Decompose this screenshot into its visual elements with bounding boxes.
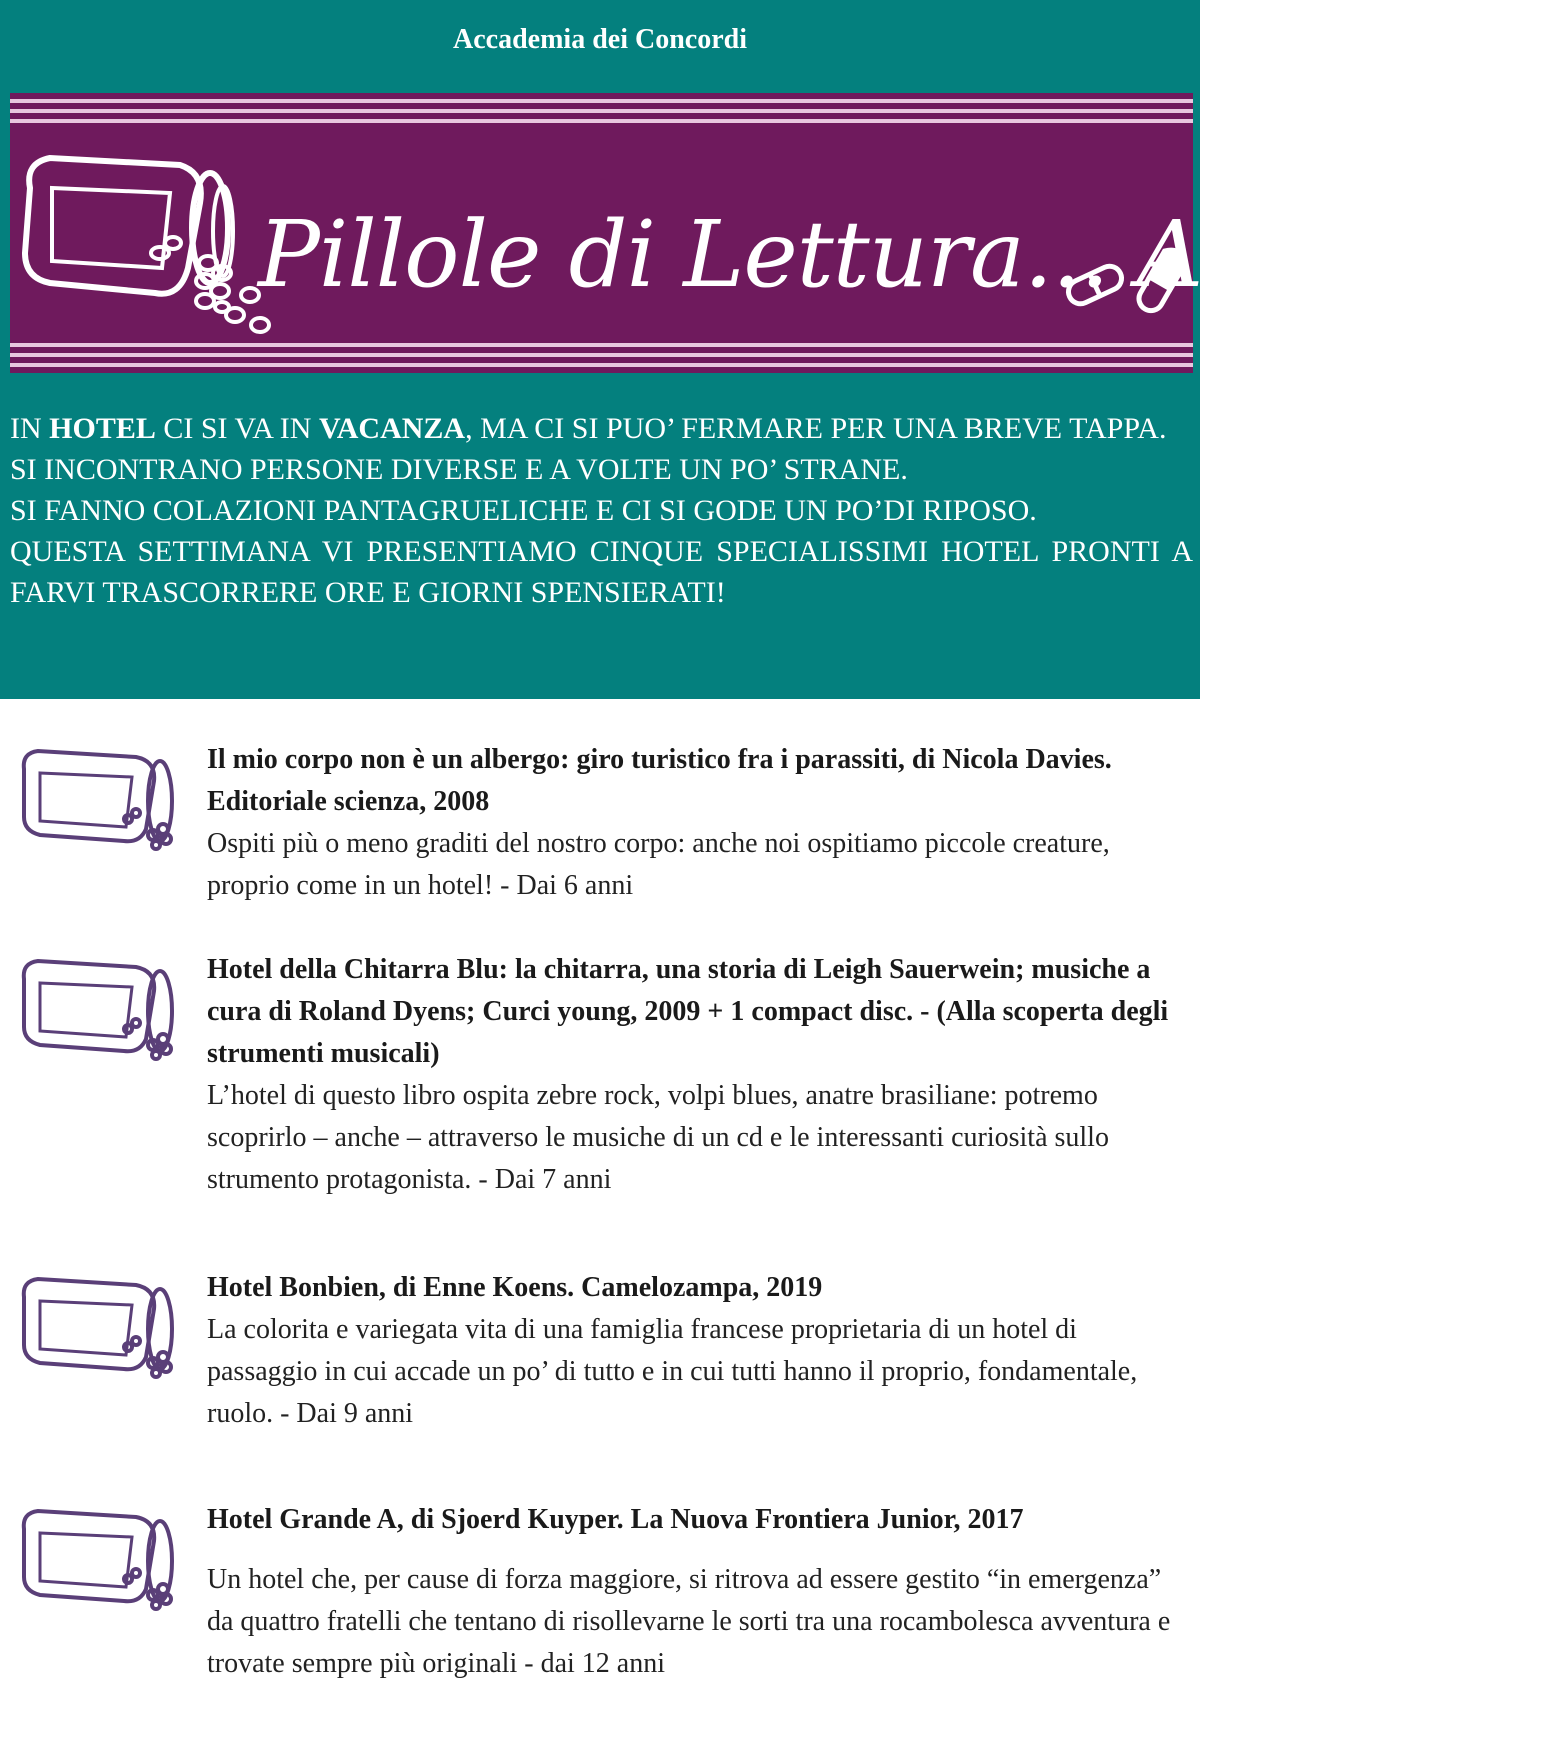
pills-icon — [151, 237, 269, 332]
book-title: Hotel Grande A, di Sjoerd Kuyper. La Nuova Frontiera Junior, 2017 — [207, 1504, 1024, 1535]
book-description: Un hotel che, per cause di forza maggiore, si ritrova ad essere gestito “in emergenza” da quattro fratelli che tentano di risollevarne le sorti tra una rocambolesca avventura e trovate sempre più originali - dai 12 anni — [207, 1564, 1171, 1679]
banner — [10, 93, 1552, 373]
book-text — [207, 1267, 1192, 1435]
pill-bottle-icon — [18, 1499, 173, 1609]
book-text — [207, 1499, 1192, 1685]
book-description: Ospiti più o meno graditi del nostro corpo: anche noi ospitiamo piccole creature, proprio come in un hotel! - Dai 6 anni — [207, 828, 1110, 901]
book-title: Hotel Bonbien, di Enne Koens. Camelozampa, 2019 — [207, 1272, 823, 1303]
header-section — [0, 0, 1552, 699]
book-description: L’hotel di questo libro ospita zebre rock, volpi blues, anatre brasiliane: potremo scoprirlo – anche – attraverso le musiche di un cd e le interessanti curiosità sullo strumento protagonista. - Dai 7 anni — [207, 1080, 1109, 1195]
organization-name: Accademia dei Concordi — [453, 24, 747, 55]
banner-title: Pillole di Lettura... Antivirus — [258, 201, 1552, 308]
book-text — [207, 739, 1192, 907]
intro-line-4: QUESTA SETTIMANA VI PRESENTIAMO CINQUE SPECIALISSIMI HOTEL PRONTI A FARVI TRASCORRERE ORE E GIORNI SPENSIERATI! — [10, 535, 1193, 609]
intro-text — [10, 408, 1193, 613]
pill-bottle-icon — [18, 949, 173, 1059]
book-title: Il mio corpo non è un albergo: giro turistico fra i parassiti, di Nicola Davies. Editoriale scienza, 2008 — [207, 744, 1112, 817]
intro-line-3: SI FANNO COLAZIONI PANTAGRUELICHE E CI SI GODE UN PO’DI RIPOSO. — [10, 494, 1037, 527]
pill-bottle-icon — [18, 739, 173, 849]
intro-line-1: IN HOTEL CI SI VA IN VACANZA, MA CI SI PUO’ FERMARE PER UNA BREVE TAPPA. — [10, 412, 1167, 445]
book-text — [207, 949, 1192, 1201]
intro-line-2: SI INCONTRANO PERSONE DIVERSE E A VOLTE UN PO’ STRANE. — [10, 453, 908, 486]
book-description: La colorita e variegata vita di una famiglia francese proprietaria di un hotel di passaggio in cui accade un po’ di tutto e in cui tutti hanno il proprio, fondamentale, ruolo. - Dai 9 anni — [207, 1314, 1138, 1429]
pill-bottle-icon — [18, 1267, 173, 1377]
book-title: Hotel della Chitarra Blu: la chitarra, una storia di Leigh Sauerwein; musiche a cura di Roland Dyens; Curci young, 2009 + 1 compact disc. - (Alla scoperta degli strumenti musicali) — [207, 954, 1169, 1069]
